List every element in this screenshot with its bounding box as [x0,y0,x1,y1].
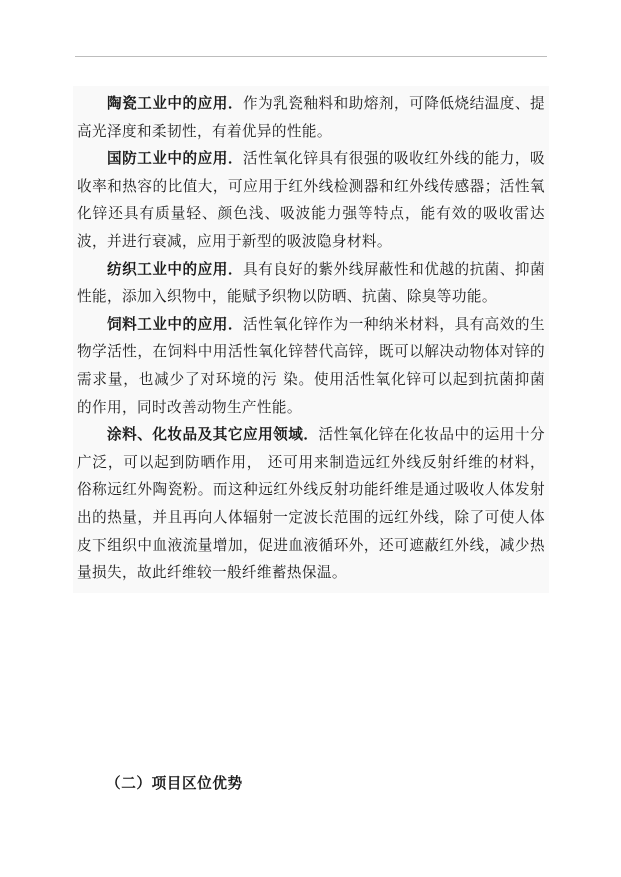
paragraph-feed [77,311,545,421]
header-rule [75,56,547,57]
paragraph-heading: 陶瓷工业中的应用． [107,95,243,112]
paragraph-text: 具有良好的紫外线屏蔽性和优越的抗菌、抑菌性能，添加入织物中，能赋予织物以防晒、抗菌、除臭等功能。 [77,260,545,306]
paragraph-text: 作为乳瓷釉料和助熔剂，可降低烧结温度、提高光泽度和柔韧性，有着优异的性能。 [77,95,545,140]
paragraph-text: 活性氧化锌作为一种纳米材料，具有高效的生物学活性，在饲料中用活性氧化锌替代高锌，既可以解决动物体对锌的需求量，也减少了对环境的污 染。使用活性氧化锌可以起到抗菌抑菌的作用，同时改善动物生产性能。 [77,315,545,416]
paragraph-heading: 纺织工业中的应用． [107,260,243,278]
paragraph-heading: 饲料工业中的应用． [107,315,243,333]
paragraph-heading: 国防工业中的应用． [107,150,243,168]
paragraph-text: 活性氧化锌在化妆品中的运用十分广泛，可以起到防晒作用， 还可用来制造远红外线反射纤维的材料，俗称远红外陶瓷粉。而这种远红外线反射功能纤维是通过吸收人体发射出的热量，并且再向人体辐射一定波长范围的远红外线，除了可使人体皮下组织中血液流量增加，促进血液循环外，还可遮蔽红外线，减少热量损失，故此纤维较一般纤维蓄热保温。 [77,426,545,582]
paragraph-text: 活性氧化锌具有很强的吸收红外线的能力，吸收率和热容的比值大，可应用于红外线检测器和红外线传感器；活性氧化锌还具有质量轻、颜色浅、吸波能力强等特点，能有效的吸收雷达波，并进行衰减，应用于新型的吸波隐身材料。 [77,150,545,250]
section-heading: （二）项目区位优势 [106,775,243,792]
paragraph-textile [77,256,545,311]
paragraph-heading: 涂料、化妆品及其它应用领域． [107,426,319,444]
paragraph-defense [77,145,545,255]
paragraph-ceramics [77,90,545,145]
document-body [73,86,549,593]
paragraph-coatings [77,421,545,587]
